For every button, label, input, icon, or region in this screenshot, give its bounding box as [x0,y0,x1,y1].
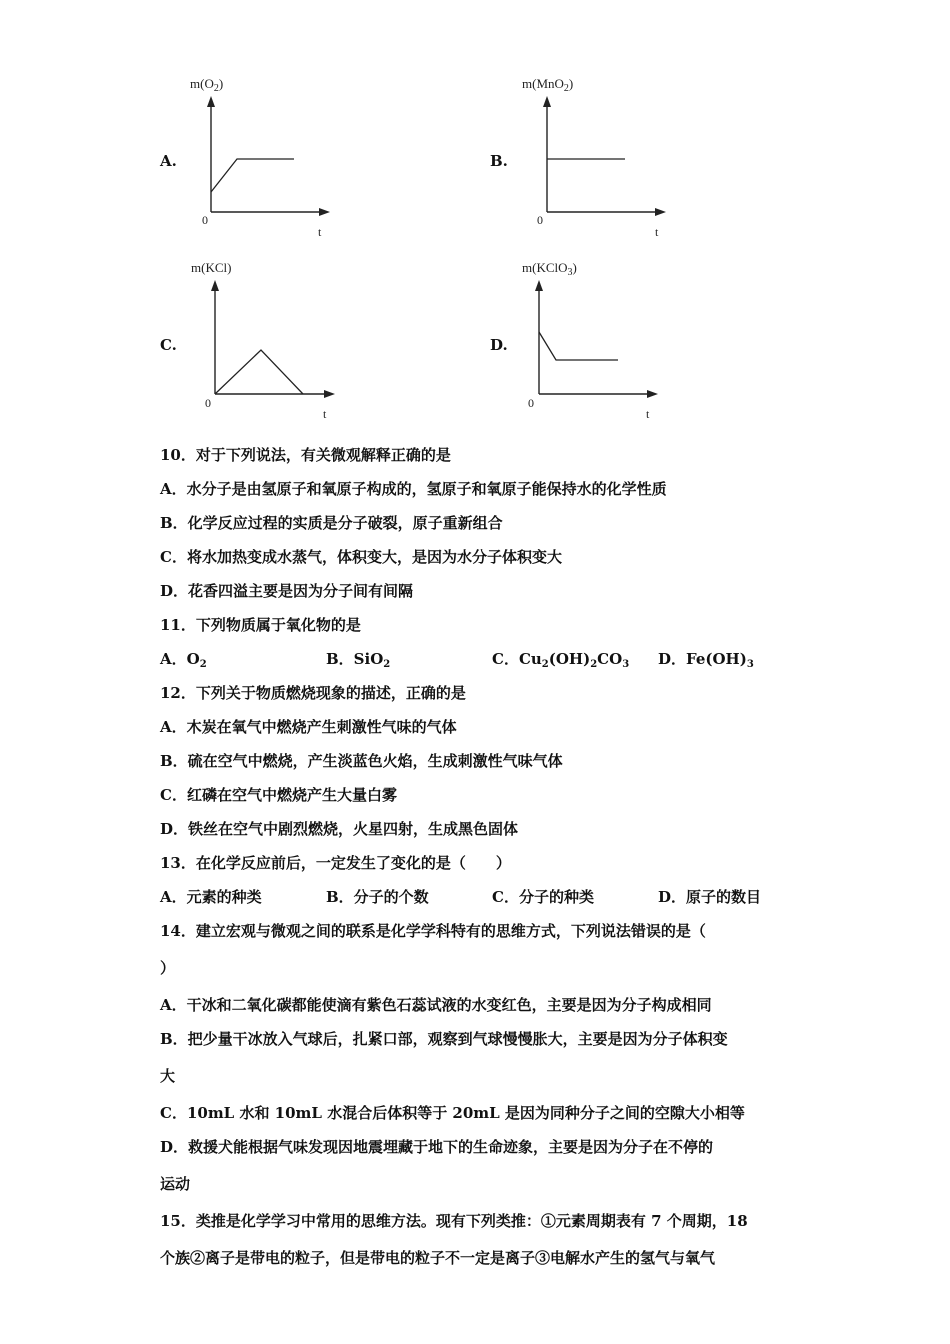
q14-option-d-line1: D．救援犬能根据气味发现因地震埋藏于地下的生命迹象，主要是因为分子在不停的 [160,1138,714,1156]
graph-b-origin: 0 [537,213,543,227]
graph-d-origin: 0 [528,396,534,410]
q11-option-a: A．$O_2$ [160,650,207,670]
q13-options [160,883,800,917]
q11-options [160,645,800,679]
q12-option-b: B．硫在空气中燃烧，产生淡蓝色火焰，生成刺激性气味气体 [160,752,563,770]
q14-option-a: A．干冰和二氧化碳都能使滴有紫色石蕊试液的水变红色，主要是因为分子构成相同 [160,996,712,1014]
graph-c [185,254,355,426]
q14-stem-line2: ） [160,959,176,977]
graph-d-y-arrow [535,280,543,291]
choice-d-letter: D. [490,336,508,354]
q13-stem: 13．在化学反应前后，一定发生了变化的是（ ） [160,854,511,872]
graph-d-xlabel: t [646,407,650,421]
graph-a-origin: 0 [202,213,208,227]
q14-stem-line1: 14．建立宏观与微观之间的联系是化学学科特有的思维方式，下列说法错误的是（ [160,922,706,940]
q14-option-c: C．10mL 水和 10mL 水混合后体积等于 20mL 是因为同种分子之间的空隙大小相等 [160,1104,745,1122]
q13-option-d: D．原子的数目 [658,888,762,906]
graph-c-x-arrow [324,390,335,398]
graph-d-x-arrow [647,390,658,398]
graph-b-x-arrow [655,208,666,216]
q10-stem: 10．对于下列说法，有关微观解释正确的是 [160,446,451,464]
q11-option-d: D．$Fe(OH)_3$ [658,650,754,670]
choice-b-letter: B. [490,152,508,170]
q11-stem: 11．下列物质属于氧化物的是 [160,616,361,634]
q10-option-d: D．花香四溢主要是因为分子间有间隔 [160,582,414,600]
question-list [160,441,800,1281]
q12-stem: 12．下列关于物质燃烧现象的描述，正确的是 [160,684,466,702]
graph-b [515,70,685,242]
q11-option-b: B．SiO$_2$ [326,650,391,670]
q15-line1: 15．类推是化学学习中常用的思维方法。现有下列类推：①元素周期表有 7 个周期，18 [160,1212,748,1230]
q12-option-c: C．红磷在空气中燃烧产生大量白雾 [160,786,397,804]
choice-a-letter: A. [160,152,177,170]
q13-option-a: A．元素的种类 [160,888,262,906]
q13-option-c: C．分子的种类 [492,888,594,906]
graph-c-xlabel: t [323,407,327,421]
graph-a-y-arrow [207,96,215,107]
graph-b-y-arrow [543,96,551,107]
graph-a-ylabel: $m(O_2)$ [190,76,224,94]
graph-d-curve [539,332,618,360]
graph-c-origin: 0 [205,396,211,410]
graph-c-curve [215,350,303,394]
q13-option-b: B．分子的个数 [326,888,429,906]
q11-option-c: C．$Cu_2(OH)_2CO_3$ [492,650,630,670]
graph-c-ylabel: m(KCl) [191,260,232,275]
graph-d-ylabel: m(KClO$_3$) [522,260,577,278]
q15-line2: 个族②离子是带电的粒子，但是带电的粒子不一定是离子③电解水产生的氢气与氧气 [160,1249,716,1267]
graph-a-curve [211,159,294,192]
q10-option-c: C．将水加热变成水蒸气，体积变大，是因为水分子体积变大 [160,548,562,566]
q10-option-a: A．水分子是由氢原子和氧原子构成的，氢原子和氧原子能保持水的化学性质 [160,480,667,498]
q14-option-b-line2: 大 [160,1067,176,1085]
graph-a-xlabel: t [318,225,322,239]
q14-option-b-line1: B．把少量干冰放入气球后，扎紧口部，观察到气球慢慢胀大，主要是因为分子体积变 [160,1030,728,1048]
graph-b-xlabel: t [655,225,659,239]
graph-b-ylabel: m(MnO$_2$) [522,76,574,94]
graph-c-y-arrow [211,280,219,291]
graph-d [510,254,680,426]
q14-option-d-line2: 运动 [160,1175,191,1193]
q12-option-d: D．铁丝在空气中剧烈燃烧，火星四射，生成黑色固体 [160,820,519,838]
choice-c-letter: C. [160,336,177,354]
answer-choice-graphs [0,0,950,440]
q10-option-b: B．化学反应过程的实质是分子破裂，原子重新组合 [160,514,503,532]
graph-a-x-arrow [319,208,330,216]
graph-a [180,70,350,242]
q12-option-a: A．木炭在氧气中燃烧产生刺激性气味的气体 [160,718,457,736]
